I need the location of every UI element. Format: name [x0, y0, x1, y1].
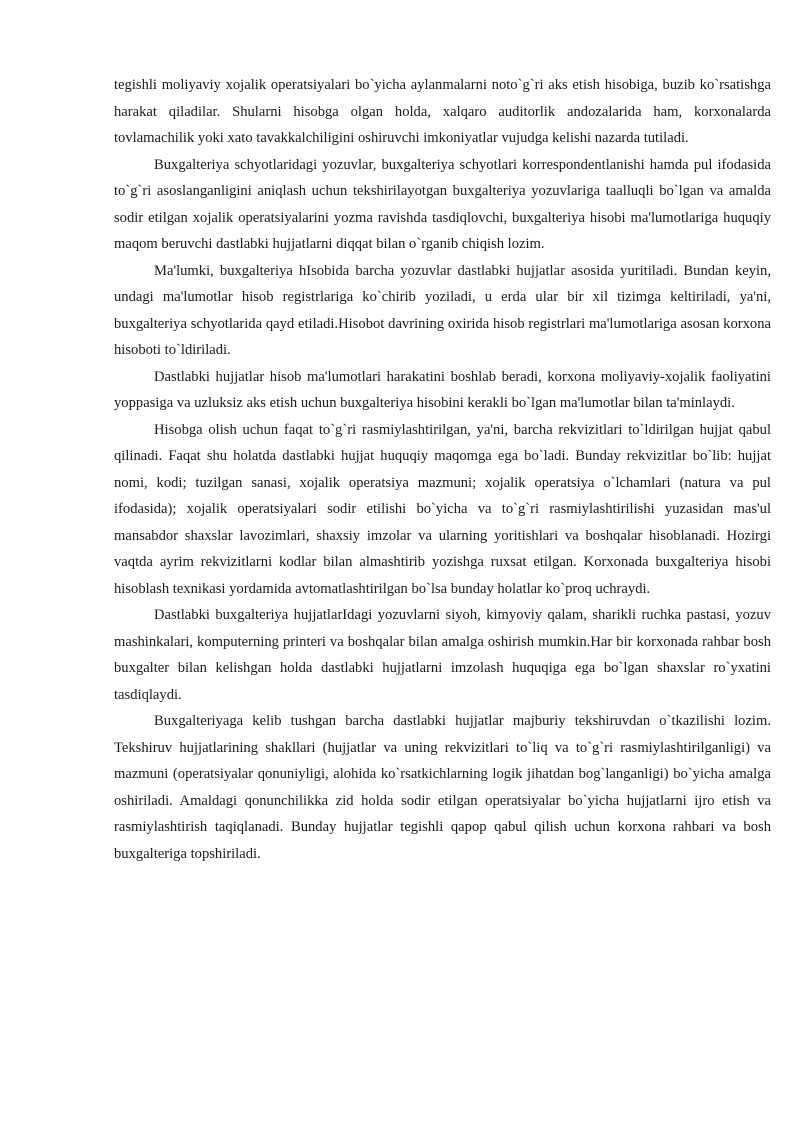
paragraph: Dastlabki hujjatlar hisob ma'lumotlari harakatini boshlab beradi, korxona moliyaviy-xojalik faoliyatini yoppasiga va uzluksiz aks etish uchun buxgalteriya hisobini kerakli bo`lgan ma'lumotlar bilan ta'minlaydi.	[114, 368, 771, 411]
paragraph: Hisobga olish uchun faqat to`g`ri rasmiylashtirilgan, ya'ni, barcha rekvizitlari to`ldirilgan hujjat qabul qilinadi. Faqat shu holatda dastlabki hujjat huquqiy maqomga ega bo`ladi. Bunday rekvizitlar bo`lib: hujjat nomi, kodi; tuzilgan sanasi, xojalik operatsiya mazmuni; xojalik operatsiya o`lchamlari (natura va pul ifodasida); xojalik operatsiyalari sodir etilishi bo`yicha va to`g`ri rasmiylashtirilishi yuzasidan mas'ul mansabdor shaxslar lavozimlari, shaxsiy imzolar va ularning yoritishlari va boshqalar hisoblanadi. Hozirgi vaqtda ayrim rekvizitlarni kodlar bilan almashtirib yozishga ruxsat etilgan. Korxonada buxgalteriya hisobi hisoblash texnikasi yordamida avtomatlashtirilgan bo`lsa bunday holatlar ko`proq uchraydi.	[114, 421, 771, 597]
paragraph: Buxgalteriyaga kelib tushgan barcha dastlabki hujjatlar majburiy tekshiruvdan o`tkazilishi lozim. Tekshiruv hujjatlarining shakllari (hujjatlar va uning rekvizitlari to`liq va to`g`ri rasmiylashtirilganligi) va mazmuni (operatsiyalar qonuniyligi, alohida ko`rsatkichlarning logik jihatdan bog`langanligi) bo`yicha amalga oshiriladi. Amaldagi qonunchilikka zid holda sodir etilgan operatsiyalar bo`yicha hujjatlarni ijro etish va rasmiylashtirish taqiqlanadi. Bunday hujjatlar tegishli qapop qabul qilish uchun korxona rahbari va bosh buxgalteriga topshiriladi.	[114, 713, 771, 862]
paragraph: Buxgalteriya schyotlaridagi yozuvlar, buxgalteriya schyotlari korrespondentlanishi hamda pul ifodasida to`g`ri asoslanganligini aniqlash uchun tekshirilayotgan buxgalteriya yozuvlariga taalluqli bo`lgan va amalda sodir etilgan xojalik operatsiyalarini yozma ravishda tasdiqlovchi, buxgalteriya hisobi ma'lumotlariga huquqiy maqom beruvchi dastlabki hujjatlarni diqqat bilan o`rganib chiqish lozim.	[114, 156, 771, 252]
paragraph-continuation: tegishli moliyaviy xojalik operatsiyalari bo`yicha aylanmalarni noto`g`ri aks etish hisobiga, buzib ko`rsatishga harakat qiladilar. Shularni hisobga olgan holda, xalqaro auditorlik andozalarida ham, korxonalarda tovlamachilik yoki xato tavakkalchiligini oshiruvchi imkoniyatlar vujudga kelishi nazarda tutiladi.	[114, 77, 771, 146]
body-text	[114, 72, 771, 867]
paragraph: Dastlabki buxgalteriya hujjatlarIdagi yozuvlarni siyoh, kimyoviy qalam, sharikli ruchka pastasi, yozuv mashinkalari, komputerning printeri va boshqalar bilan amalga oshirish mumkin.Har bir korxonada rahbar bosh buxgalter bilan kelishgan holda dastlabki hujjatlarni imzolash huquqiga ega bo`lgan shaxslar ro`yxatini tasdiqlaydi.	[114, 607, 771, 703]
paragraph: Ma'lumki, buxgalteriya hIsobida barcha yozuvlar dastlabki hujjatlar asosida yuritiladi. Bundan keyin, undagi ma'lumotlar hisob registrlariga ko`chirib yoziladi, u erda ular bir xil tizimga keltiriladi, ya'ni, buxgalteriya schyotlarida qayd etiladi.Hisobot davrining oxirida hisob registrlari ma'lumotlariga asosan korxona hisoboti to`ldiriladi.	[114, 262, 771, 358]
